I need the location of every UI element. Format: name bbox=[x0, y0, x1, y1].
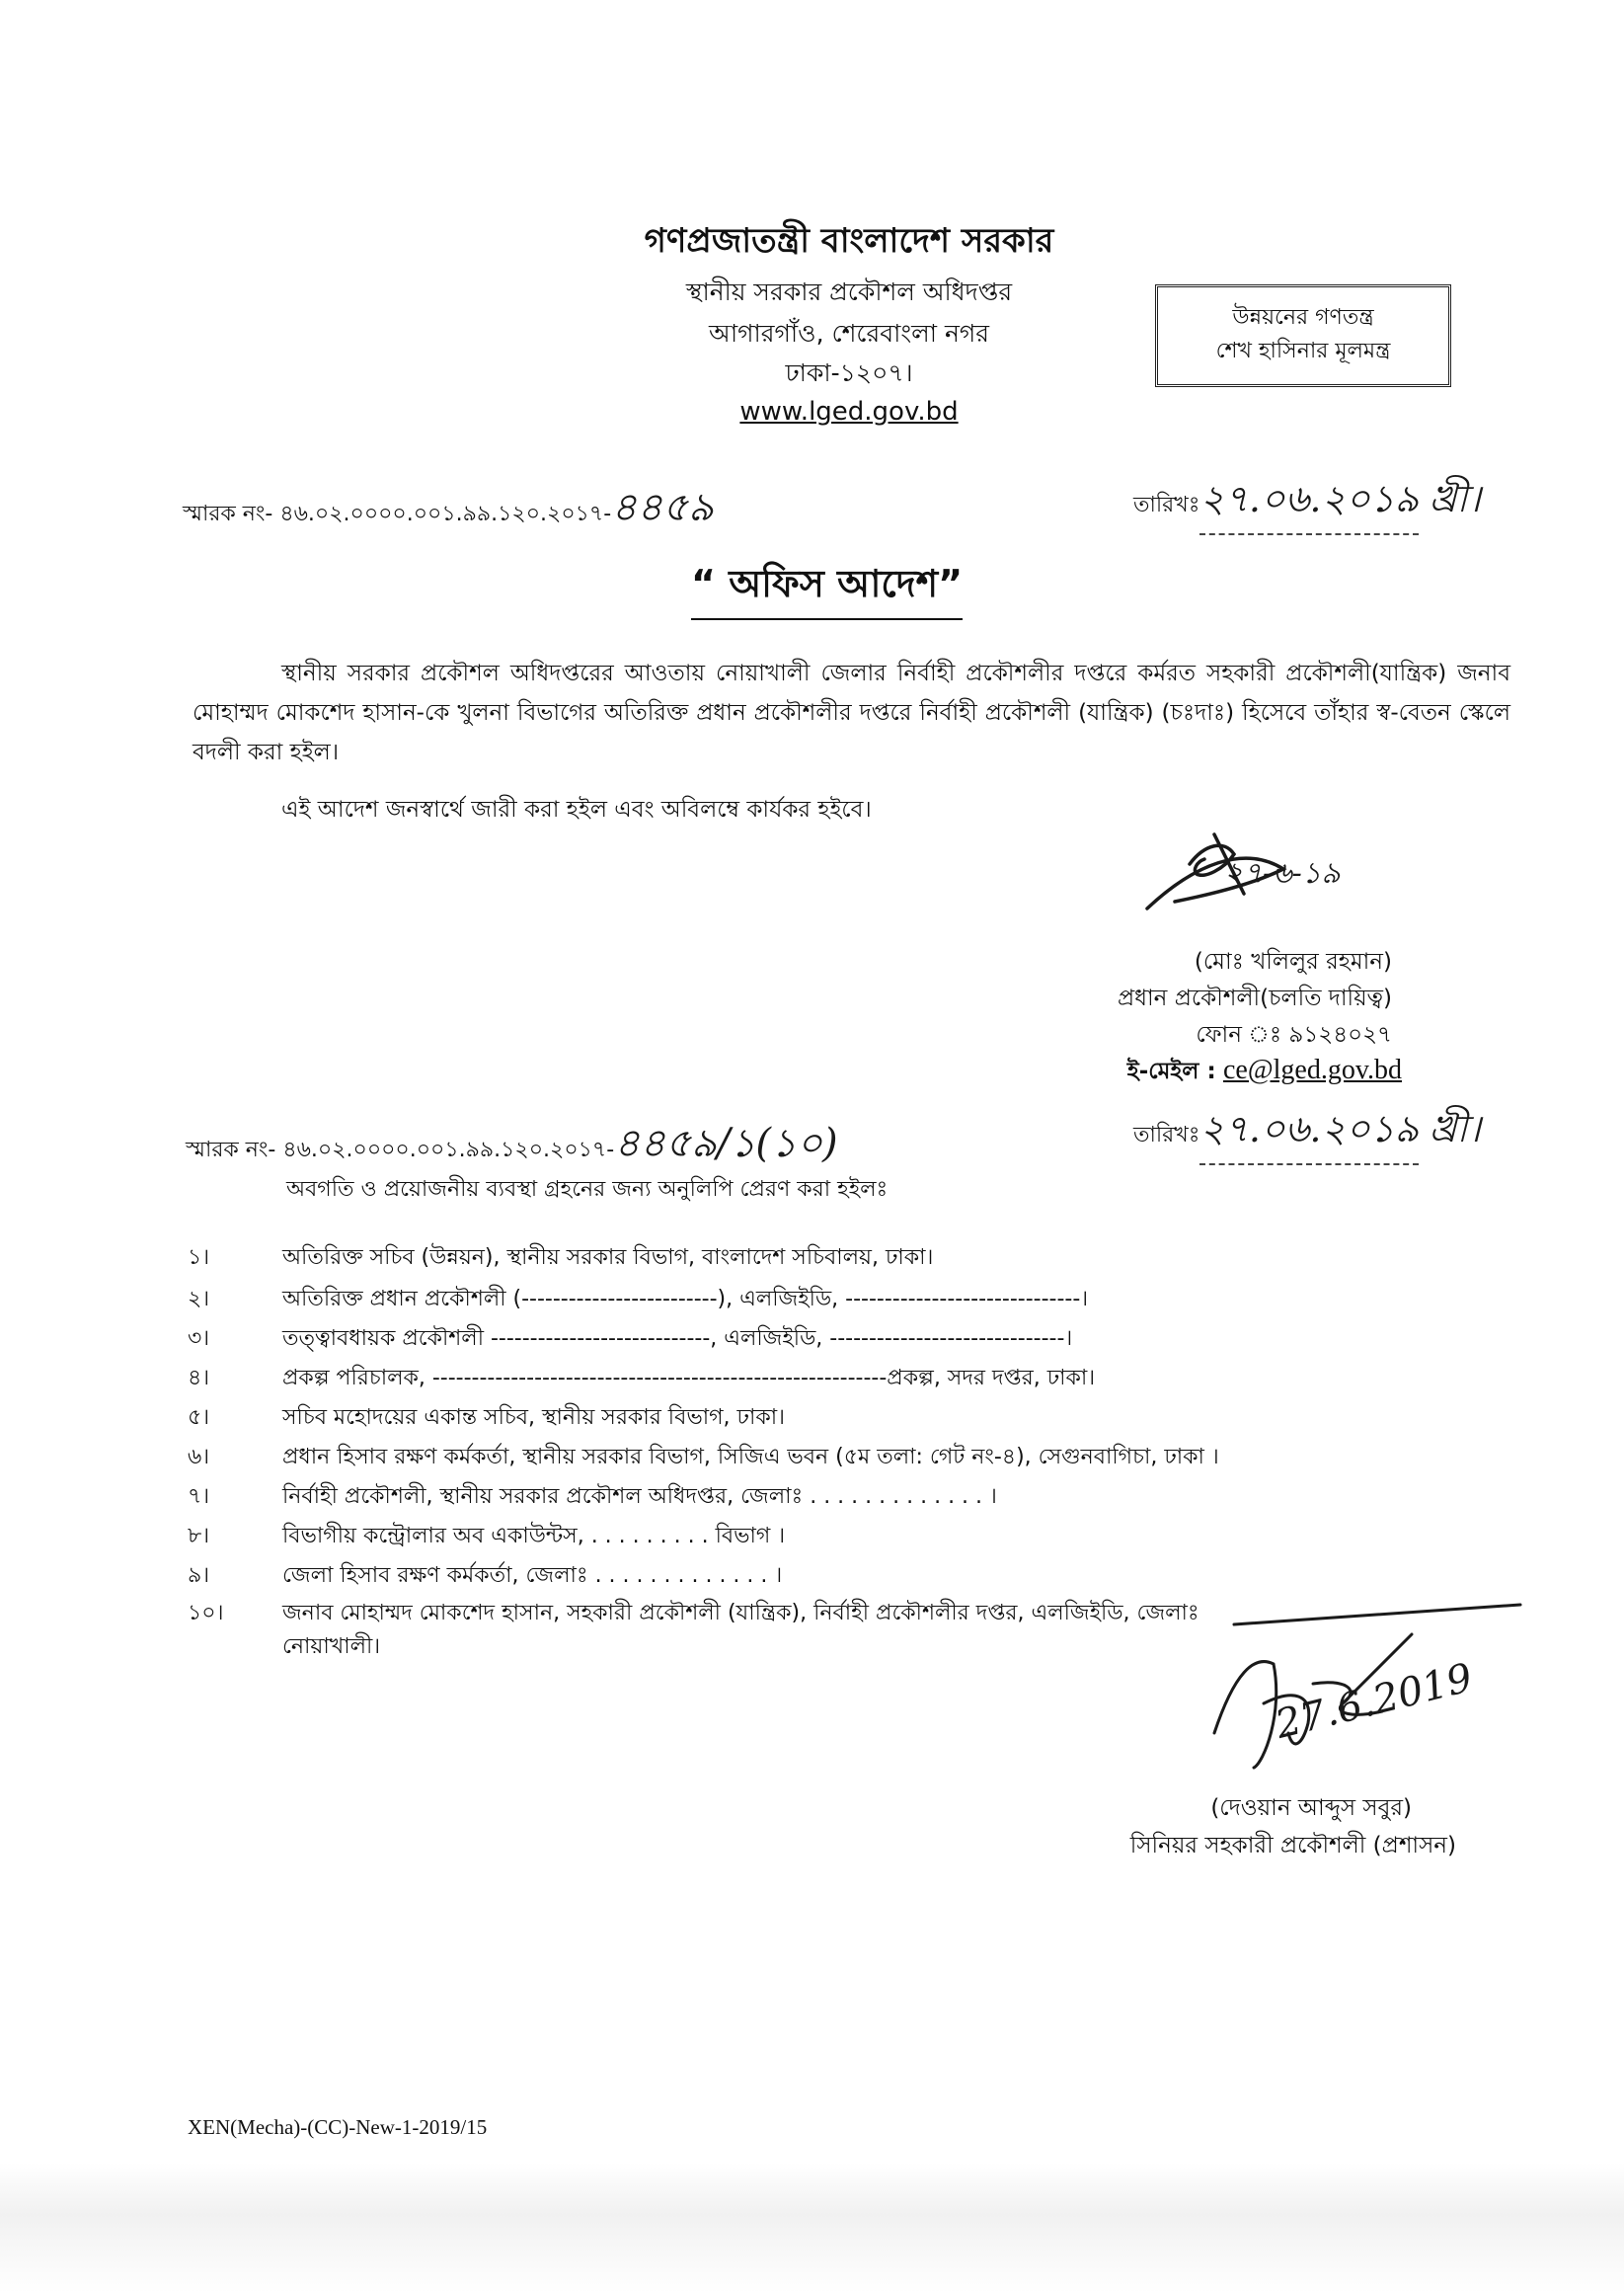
cc-item-number: ৩। bbox=[188, 1326, 210, 1351]
signatory-2-designation: সিনিয়র সহকারী প্রকৌশলী (প্রশাসন) bbox=[1129, 1833, 1456, 1858]
order-title: “ অফিস আদেশ” bbox=[691, 555, 963, 620]
cc-item-text: তত্ত্বাবধায়ক প্রকৌশলী ----------------------------, এলজিইডি, ------------------------------। bbox=[282, 1326, 1073, 1351]
cc-item-number: ৪। bbox=[188, 1366, 210, 1390]
cc-item-number: ৫। bbox=[188, 1405, 210, 1430]
cc-item-number: ২। bbox=[188, 1287, 210, 1311]
document-code: XEN(Mecha)-(CC)-New-1-2019/15 bbox=[188, 2115, 488, 2139]
memo-prefix: স্মারক নং- ৪৬.০২.০০০০.০০১.৯৯.১২০.২০১৭- bbox=[183, 502, 612, 526]
date-suffix-handwritten: খ্রী। bbox=[1429, 477, 1481, 520]
signatory-designation: প্রধান প্রকৌশলী(চলতি দায়িত্ব) bbox=[1117, 986, 1392, 1011]
cc-item-number: ৬। bbox=[188, 1445, 210, 1469]
memo-number-1 bbox=[183, 476, 714, 542]
cc-item-number: ১০। bbox=[188, 1601, 224, 1625]
government-title: গণপ্রজাতন্ত্রী বাংলাদেশ সরকার bbox=[644, 221, 1054, 261]
date-suffix-handwritten: খ্রী। bbox=[1429, 1107, 1481, 1150]
signatory-name: (মোঃ খলিলুর রহমান) bbox=[1194, 949, 1392, 975]
slogan-box bbox=[1155, 284, 1451, 387]
cc-item-text: অতিরিক্ত সচিব (উন্নয়ন), স্থানীয় সরকার বিভাগ, বাংলাদেশ সচিবালয়, ঢাকা। bbox=[282, 1245, 934, 1270]
cc-item-text: প্রধান হিসাব রক্ষণ কর্মকর্তা, স্থানীয় সরকার বিভাগ, সিজিএ ভবন (৫ম তলা: গেট নং-৪), সেগুনবাগিচা, ঢাকা । bbox=[282, 1445, 1219, 1469]
email-address[interactable]: ce@lged.gov.bd bbox=[1222, 1055, 1402, 1085]
date-label: তারিখঃ bbox=[1133, 1123, 1200, 1147]
cc-item-text: প্রকল্প পরিচালক, ----------------------------------------------------------প্রকল্প, সদর দপ্তর, ঢাকা। bbox=[282, 1366, 1096, 1390]
cc-intro: অবগতি ও প্রয়োজনীয় ব্যবস্থা গ্রহনের জন্য অনুলিপি প্রেরণ করা হইলঃ bbox=[286, 1177, 889, 1202]
cc-item-number: ৭। bbox=[188, 1484, 210, 1509]
signature-date-handwritten: ২৭-৬-১৯ bbox=[1224, 856, 1341, 891]
cc-item-text: বিভাগীয় কন্ট্রোলার অব একাউন্টস, . . . . . . . . . বিভাগ । bbox=[282, 1524, 786, 1548]
date-handwritten: ২৭.০৬.২০১৯ bbox=[1199, 470, 1419, 535]
slogan-line-1: উন্নয়নের গণতন্ত্র bbox=[1232, 305, 1374, 330]
slogan-line-2: শেখ হাসিনার মূলমন্ত্র bbox=[1215, 339, 1391, 363]
memo-number-2 bbox=[186, 1112, 838, 1178]
cc-item-text: অতিরিক্ত প্রধান প্রকৌশলী (-------------------------), এলজিইডি, ------------------------------। bbox=[282, 1287, 1089, 1311]
order-effect-paragraph: এই আদেশ জনস্বার্থে জারী করা হইল এবং অবিলম্বে কার্যকর হইবে। bbox=[281, 797, 872, 823]
scan-bottom-shade bbox=[0, 2163, 1624, 2293]
signature-2-date-handwritten: 27.6.2019 bbox=[1271, 1655, 1478, 1748]
memo-date-2 bbox=[1133, 1100, 1481, 1165]
memo-prefix: স্মারক নং- ৪৬.০২.০০০০.০০১.৯৯.১২০.২০১৭- bbox=[186, 1138, 615, 1162]
date-handwritten: ২৭.০৬.২০১৯ bbox=[1199, 1100, 1419, 1165]
city-line: ঢাকা-১২০৭। bbox=[785, 358, 913, 387]
signatory-phone: ফোন ঃ ৯১২৪০২৭ bbox=[1196, 1022, 1392, 1048]
cc-item-text-continued: নোয়াখালী। bbox=[282, 1634, 381, 1659]
cc-item-number: ১। bbox=[188, 1245, 210, 1270]
website-link[interactable]: www.lged.gov.bd bbox=[739, 397, 959, 427]
cc-item-text: নির্বাহী প্রকৌশলী, স্থানীয় সরকার প্রকৌশল অধিদপ্তর, জেলাঃ . . . . . . . . . . . . . । bbox=[282, 1484, 997, 1509]
memo-handwritten-number: ৪৪৫৯ bbox=[611, 485, 714, 530]
order-body-paragraph: স্থানীয় সরকার প্রকৌশল অধিদপ্তরের আওতায় নোয়াখালী জেলার নির্বাহী প্রকৌশলীর দপ্তরে কর্মরত সহকারী প্রকৌশলী(যান্ত্রিক) জনাব মোহাম্মদ মোকশেদ হাসান-কে খুলনা বিভাগের অতিরিক্ত প্রধান প্রকৌশলীর দপ্তরে নির্বাহী প্রকৌশলী (যান্ত্রিক) (চঃদাঃ) হিসেবে তাঁহার স্ব-বেতন স্কেলে বদলী করা হইল। bbox=[193, 661, 1510, 765]
memo-date-1 bbox=[1133, 470, 1481, 535]
cc-item-number: ৯। bbox=[188, 1563, 210, 1588]
department-name: স্থানীয় সরকার প্রকৌশল অধিদপ্তর bbox=[685, 277, 1013, 306]
signatory-2-name: (দেওয়ান আব্দুস সবুর) bbox=[1210, 1795, 1412, 1821]
address-line: আগারগাঁও, শেরেবাংলা নগর bbox=[708, 319, 990, 348]
cc-item-text: সচিব মহোদয়ের একান্ত সচিব, স্থানীয় সরকার বিভাগ, ঢাকা। bbox=[282, 1405, 785, 1430]
signatory-email-row bbox=[1127, 1053, 1402, 1091]
memo-handwritten-number: ৪৪৫৯/১(১০) bbox=[614, 1121, 838, 1166]
date-label: তারিখঃ bbox=[1133, 493, 1200, 517]
email-label: ই-মেইল : bbox=[1126, 1059, 1216, 1084]
cc-item-text: জনাব মোহাম্মদ মোকশেদ হাসান, সহকারী প্রকৌশলী (যান্ত্রিক), নির্বাহী প্রকৌশলীর দপ্তর, এলজিইডি, জেলাঃ bbox=[282, 1601, 1199, 1625]
cc-item-text: জেলা হিসাব রক্ষণ কর্মকর্তা, জেলাঃ . . . . . . . . . . . . . । bbox=[282, 1563, 783, 1588]
cc-item-number: ৮। bbox=[188, 1524, 210, 1548]
